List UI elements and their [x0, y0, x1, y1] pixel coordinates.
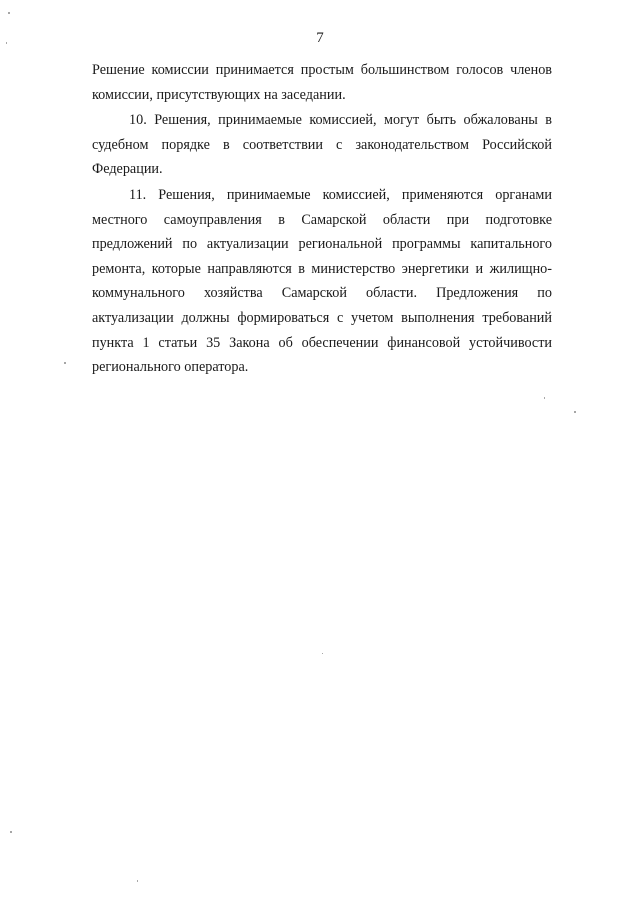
scan-speck	[322, 653, 323, 654]
scan-speck	[64, 362, 66, 364]
text-line: 10. Решения, принимаемые комиссией, могут быть обжалованы в	[129, 112, 552, 128]
text-line: актуализации должны формироваться с учетом выполнения требований	[92, 309, 552, 326]
text-line: коммунального хозяйства Самарской области. Предложения по	[92, 285, 552, 302]
paragraph-item-10	[92, 108, 552, 182]
scan-speck	[6, 42, 7, 44]
page-number: 7	[316, 30, 324, 46]
scan-speck	[8, 12, 10, 14]
paragraph-intro	[92, 58, 552, 107]
scan-speck	[137, 880, 138, 882]
text-line: предложений по актуализации региональной программы капитального	[92, 236, 552, 253]
text-line: ремонта, которые направляются в министерство энергетики и жилищно-	[92, 260, 552, 277]
scan-speck	[10, 831, 12, 833]
text-line: 11. Решения, принимаемые комиссией, применяются органами	[129, 187, 552, 203]
text-line: Федерации.	[92, 161, 163, 178]
scan-speck	[544, 397, 545, 399]
text-line: комиссии, присутствующих на заседании.	[92, 86, 346, 103]
text-line: местного самоуправления в Самарской области при подготовке	[92, 211, 552, 228]
scan-speck	[574, 411, 576, 413]
text-line: регионального оператора.	[92, 359, 249, 376]
text-line: пункта 1 статьи 35 Закона об обеспечении финансовой устойчивости	[92, 334, 552, 351]
text-line: судебном порядке в соответствии с законодательством Российской	[92, 136, 552, 153]
paragraph-item-11	[92, 183, 552, 380]
text-line: Решение комиссии принимается простым большинством голосов членов	[92, 62, 552, 78]
